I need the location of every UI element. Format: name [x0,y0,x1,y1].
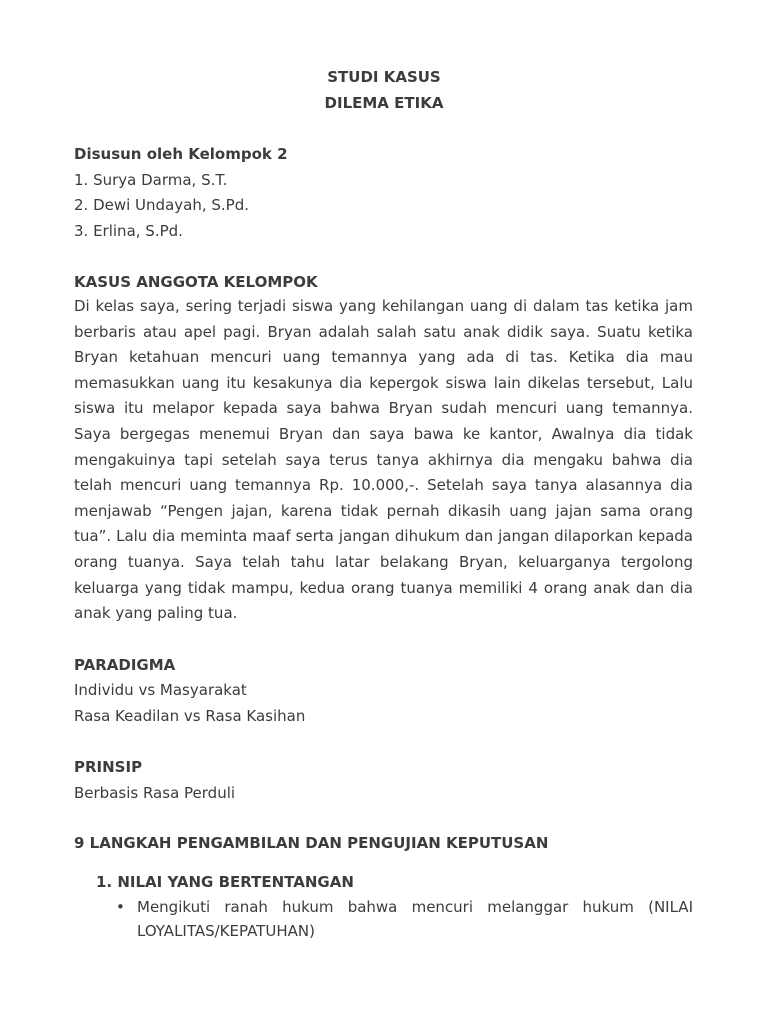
case-paragraph: Di kelas saya, sering terjadi siswa yang kehilangan uang di dalam tas ketika jam berbaris atau apel pagi. Bryan adalah salah satu anak didik saya. Suatu ketika Bryan ketahuan mencuri uang temannya yang ada di tas. Ketika dia mau memasukkan uang itu kesakunya dia kepergok siswa lain dikelas tersebut, Lalu siswa itu melapor kepada saya bahwa Bryan sudah mencuri uang temannya. Saya bergegas menemui Bryan dan saya bawa ke kantor, Awalnya dia tidak mengakuinya tapi setelah saya terus tanya akhirnya dia mengaku bahwa dia telah mencuri uang temannya Rp. 10.000,-. Setelah saya tanya alasannya dia menjawab “Pengen jajan, karena tidak pernah dikasih uang jajan sama orang tua”. Lalu dia meminta maaf serta jangan dihukum dan jangan dilaporkan kepada orang tuanya. Saya telah tahu latar belakang Bryan, keluarganya tergolong keluarga yang tidak mampu, kedua orang tuanya memiliki 4 orang anak dan dia anak yang paling tua. [74,297,693,623]
author-item: 2. Dewi Undayah, S.Pd. [74,196,249,214]
prinsip-item: Berbasis Rasa Perduli [74,784,236,802]
case-heading: KASUS ANGGOTA KELOMPOK [74,273,318,291]
step-1-heading: 1. NILAI YANG BERTENTANGAN [96,873,354,891]
bullet-icon: • [116,898,125,916]
paradigma-heading: PARADIGMA [74,656,176,674]
authors-heading: Disusun oleh Kelompok 2 [74,145,288,163]
steps-heading: 9 LANGKAH PENGAMBILAN DAN PENGUJIAN KEPUTUSAN [74,834,549,852]
step-1-bullet-text: Mengikuti ranah hukum bahwa mencuri melanggar hukum (NILAI LOYALITAS/KEPATUHAN) [137,898,693,940]
prinsip-heading: PRINSIP [74,758,143,776]
document-subtitle: DILEMA ETIKA [324,94,444,112]
author-item: 1. Surya Darma, S.T. [74,171,228,189]
paradigma-item: Individu vs Masyarakat [74,681,247,699]
author-item: 3. Erlina, S.Pd. [74,222,183,240]
document-title: STUDI KASUS [327,68,441,86]
paradigma-item: Rasa Keadilan vs Rasa Kasihan [74,707,306,725]
